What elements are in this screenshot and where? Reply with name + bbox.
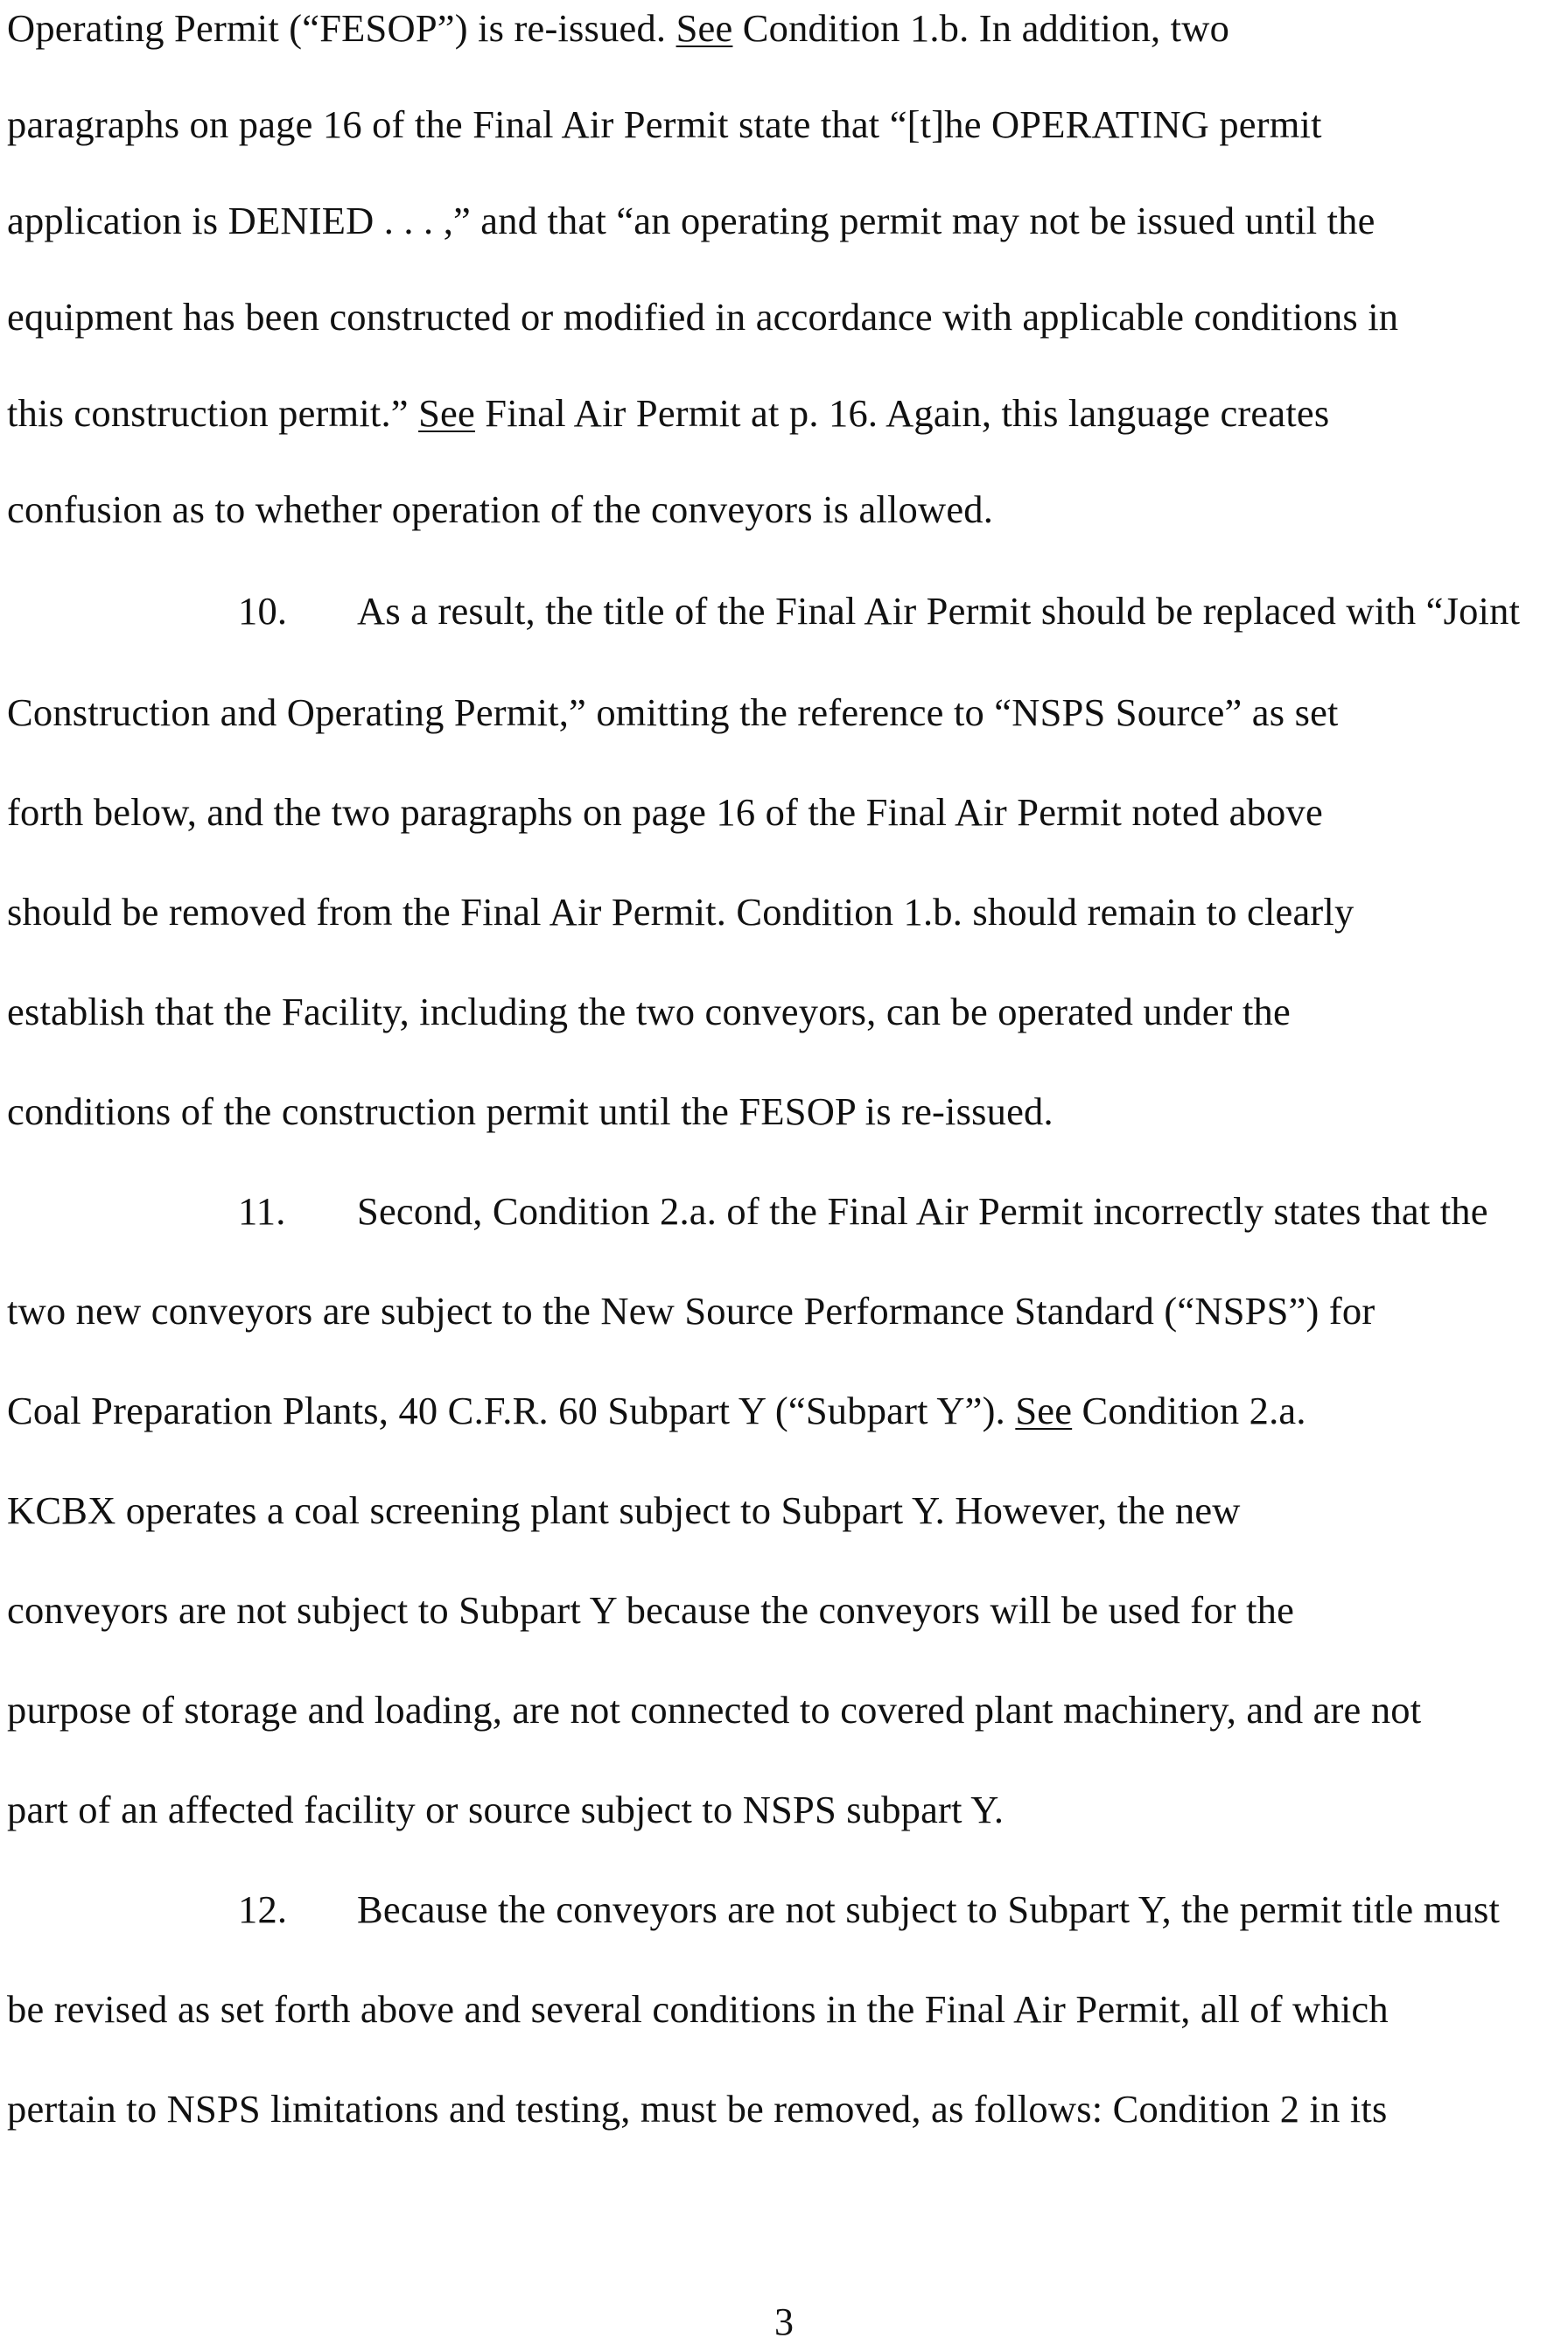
see-reference: See xyxy=(676,6,733,50)
text-line xyxy=(7,1386,1306,1435)
text-line: be revised as set forth above and several conditions in the Final Air Permit, all of which xyxy=(7,1987,1389,2031)
text-line: establish that the Facility, including the two conveyors, can be operated under the xyxy=(7,990,1291,1033)
paragraph-number: 11. xyxy=(238,1189,286,1233)
text-line: part of an affected facility or source subject to NSPS subpart Y. xyxy=(7,1788,1004,1831)
text-segment: Coal Preparation Plants, 40 C.F.R. 60 Subpart Y (“Subpart Y”). xyxy=(7,1389,1016,1432)
text-line: conditions of the construction permit until the FESOP is re-issued. xyxy=(7,1089,1054,1133)
numbered-paragraph-start xyxy=(0,586,1520,635)
text-line: KCBX operates a coal screening plant subject to Subpart Y. However, the new xyxy=(7,1488,1241,1532)
text-segment: this construction permit.” xyxy=(7,391,419,435)
see-reference: See xyxy=(1015,1389,1073,1432)
paragraph-number: 12. xyxy=(238,1887,288,1931)
text-line xyxy=(7,4,1229,52)
text-segment: Because the conveyors are not subject to Subpart Y, the permit title must xyxy=(357,1887,1501,1931)
text-line: pertain to NSPS limitations and testing, must be removed, as follows: Condition 2 in its xyxy=(7,2087,1388,2131)
text-line: two new conveyors are subject to the New Source Performance Standard (“NSPS”) for xyxy=(7,1289,1376,1333)
text-segment: Final Air Permit at p. 16. Again, this language creates xyxy=(474,391,1330,435)
numbered-paragraph-start xyxy=(0,1186,1488,1236)
text-line: equipment has been constructed or modified in accordance with applicable conditions in xyxy=(7,295,1399,339)
see-reference: See xyxy=(418,391,475,435)
text-line xyxy=(7,388,1329,438)
paragraph-number: 10. xyxy=(238,589,288,633)
text-line: paragraphs on page 16 of the Final Air Permit state that “[t]he OPERATING permit xyxy=(7,102,1322,146)
text-segment: As a result, the title of the Final Air Permit should be replaced with “Joint xyxy=(357,589,1521,633)
text-line: should be removed from the Final Air Permit. Condition 1.b. should remain to clearly xyxy=(7,890,1354,934)
text-segment: Condition 1.b. In addition, two xyxy=(732,6,1230,50)
text-line: conveyors are not subject to Subpart Y because the conveyors will be used for the xyxy=(7,1588,1295,1632)
text-line: forth below, and the two paragraphs on page 16 of the Final Air Permit noted above xyxy=(7,790,1323,834)
text-line: Construction and Operating Permit,” omitting the reference to “NSPS Source” as set xyxy=(7,690,1339,734)
numbered-paragraph-start xyxy=(0,1885,1500,1934)
text-segment: Second, Condition 2.a. of the Final Air Permit incorrectly states that the xyxy=(357,1189,1488,1233)
text-line: application is DENIED . . . ,” and that “an operating permit may not be issued until the xyxy=(7,199,1376,242)
text-segment: Operating Permit (“FESOP”) is re-issued. xyxy=(7,6,676,50)
text-segment: Condition 2.a. xyxy=(1072,1389,1306,1432)
text-line: confusion as to whether operation of the conveyors is allowed. xyxy=(7,487,994,531)
text-line: purpose of storage and loading, are not connected to covered plant machinery, and are not xyxy=(7,1688,1422,1732)
page-number: 3 xyxy=(774,2300,794,2343)
